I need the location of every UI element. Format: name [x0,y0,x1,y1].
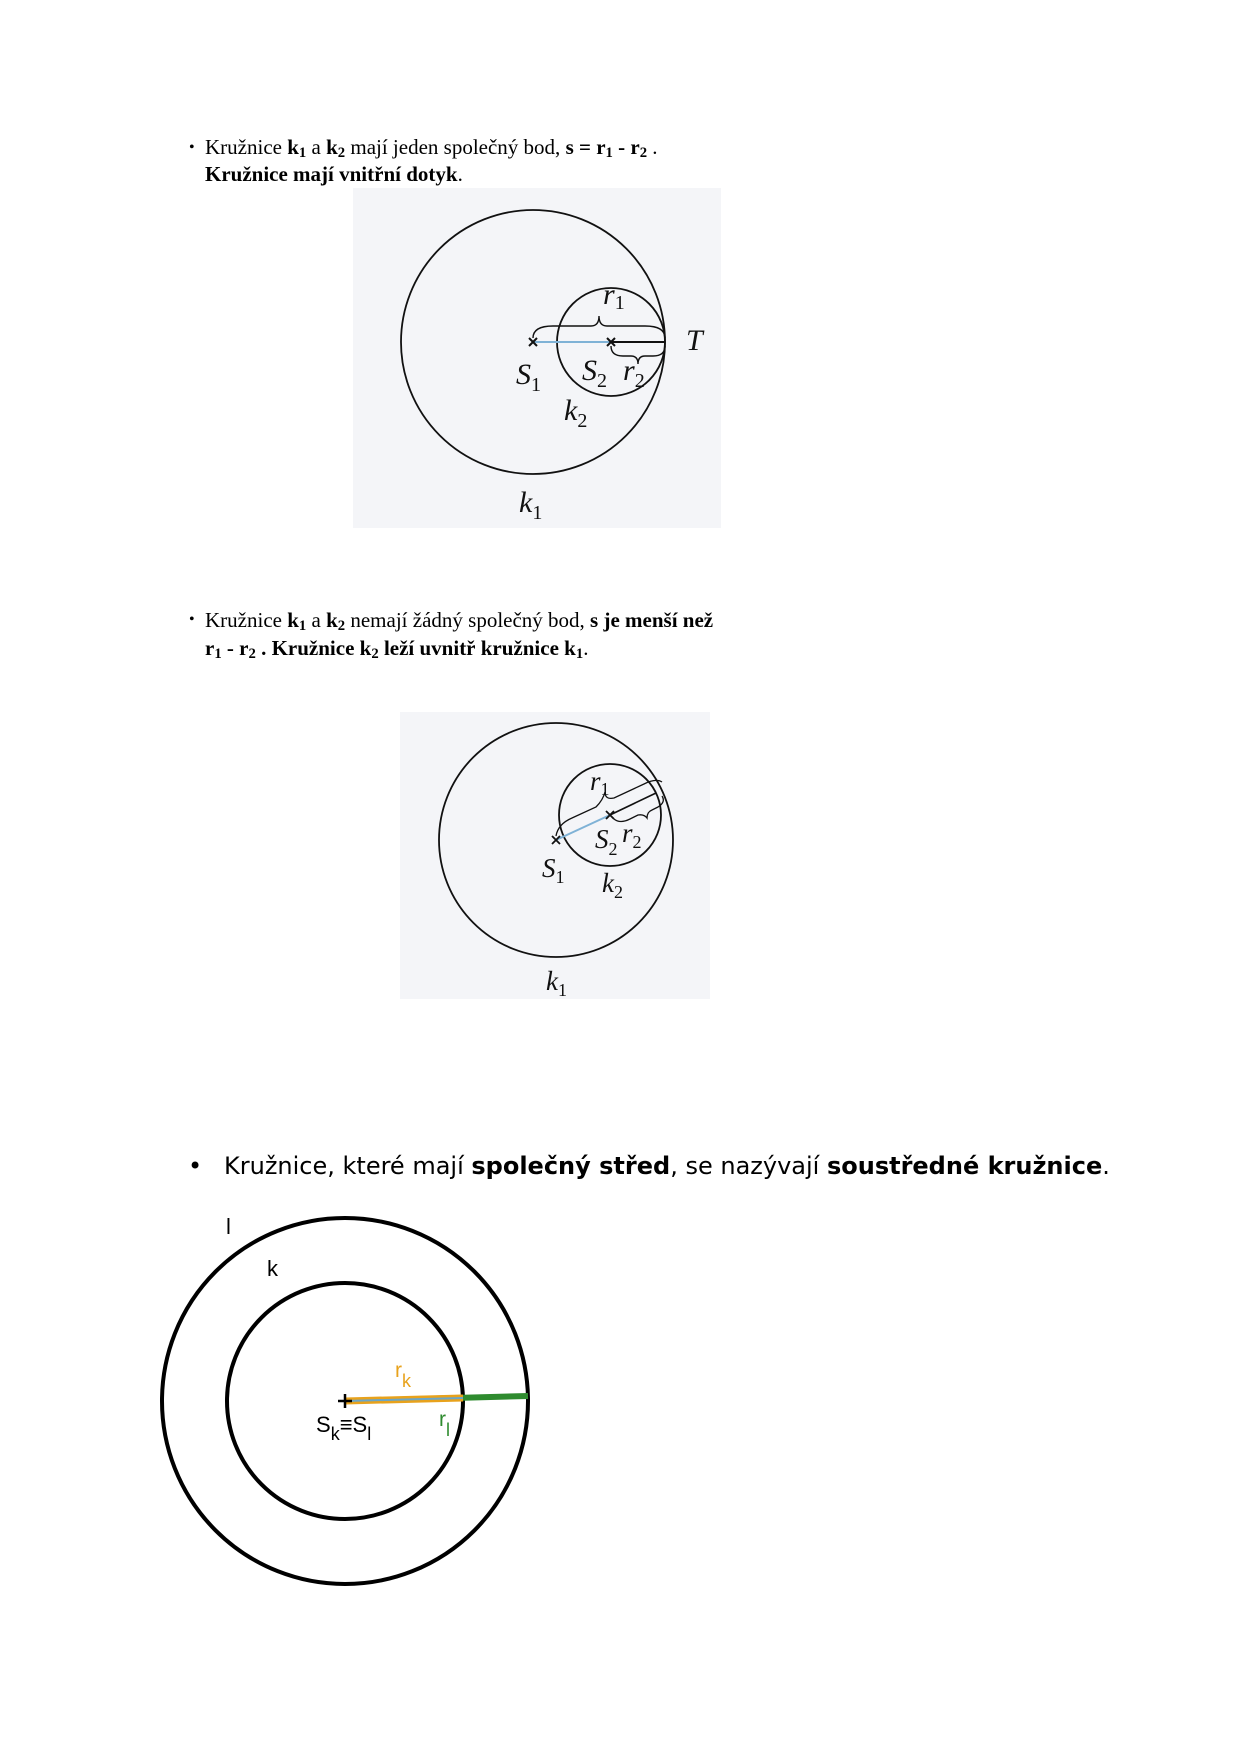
label-r1: r1 [590,766,610,799]
section1-line1: Kružnice $k_1$ a $k_2$ mají jeden společný bod, $s = r_1 - r_2$ . [205,135,658,161]
label-r1: r1 [603,278,625,314]
section2-text [189,606,865,662]
center-mark [338,1394,352,1408]
bullet: • [188,1152,203,1180]
label-r2: $r_2$ [622,818,642,852]
label-S2: $S_2$ [582,354,607,392]
internal-tangent-figure [353,188,721,528]
section1-line2: Kružnice mají vnitřní dotyk. [205,162,463,186]
label-rk: rk [395,1359,411,1391]
internal-tangent-diagram [353,188,721,528]
label-rl: rl [439,1408,450,1440]
label-S2: $S_2$ [595,824,618,859]
label-k1: $k_1$ [546,966,567,1000]
section1-text [189,134,825,188]
label-k2: $k_2$ [602,868,623,902]
brace-r2 [611,346,665,364]
label-r2: $r_2$ [623,354,645,392]
label-k: k [267,1256,278,1281]
section3-text: • Kružnice, které mají společný střed, se nazývají soustředné kružnice. [188,1152,1110,1180]
section2-line2: $r_1 - r_2$ . Kružnice $k_2$ leží uvnitř kružnice $k_1$. [205,636,589,662]
inner-circle-diagram [400,712,710,999]
concentric-circles-figure [155,1212,545,1592]
label-l: l [226,1214,231,1239]
label-center: $S_k\equiv S_l$ [316,1412,372,1444]
label-k2: $k_2$ [564,394,588,432]
label-k1: $k_1$ [519,486,543,524]
brace-r1 [533,316,665,338]
bullet: • [189,611,195,628]
concentric-circles-diagram [155,1212,545,1592]
label-S1: $S_1$ [516,358,541,396]
label-S1: $S_1$ [542,853,565,887]
center-S2-mark [606,811,614,819]
section2-line1: Kružnice $k_1$ a $k_2$ nemají žádný společný bod, s je menší než [205,608,714,634]
label-T: T [686,324,703,357]
bullet: • [189,139,195,156]
center-S1-mark [552,836,560,844]
inner-circle-figure [400,712,710,999]
